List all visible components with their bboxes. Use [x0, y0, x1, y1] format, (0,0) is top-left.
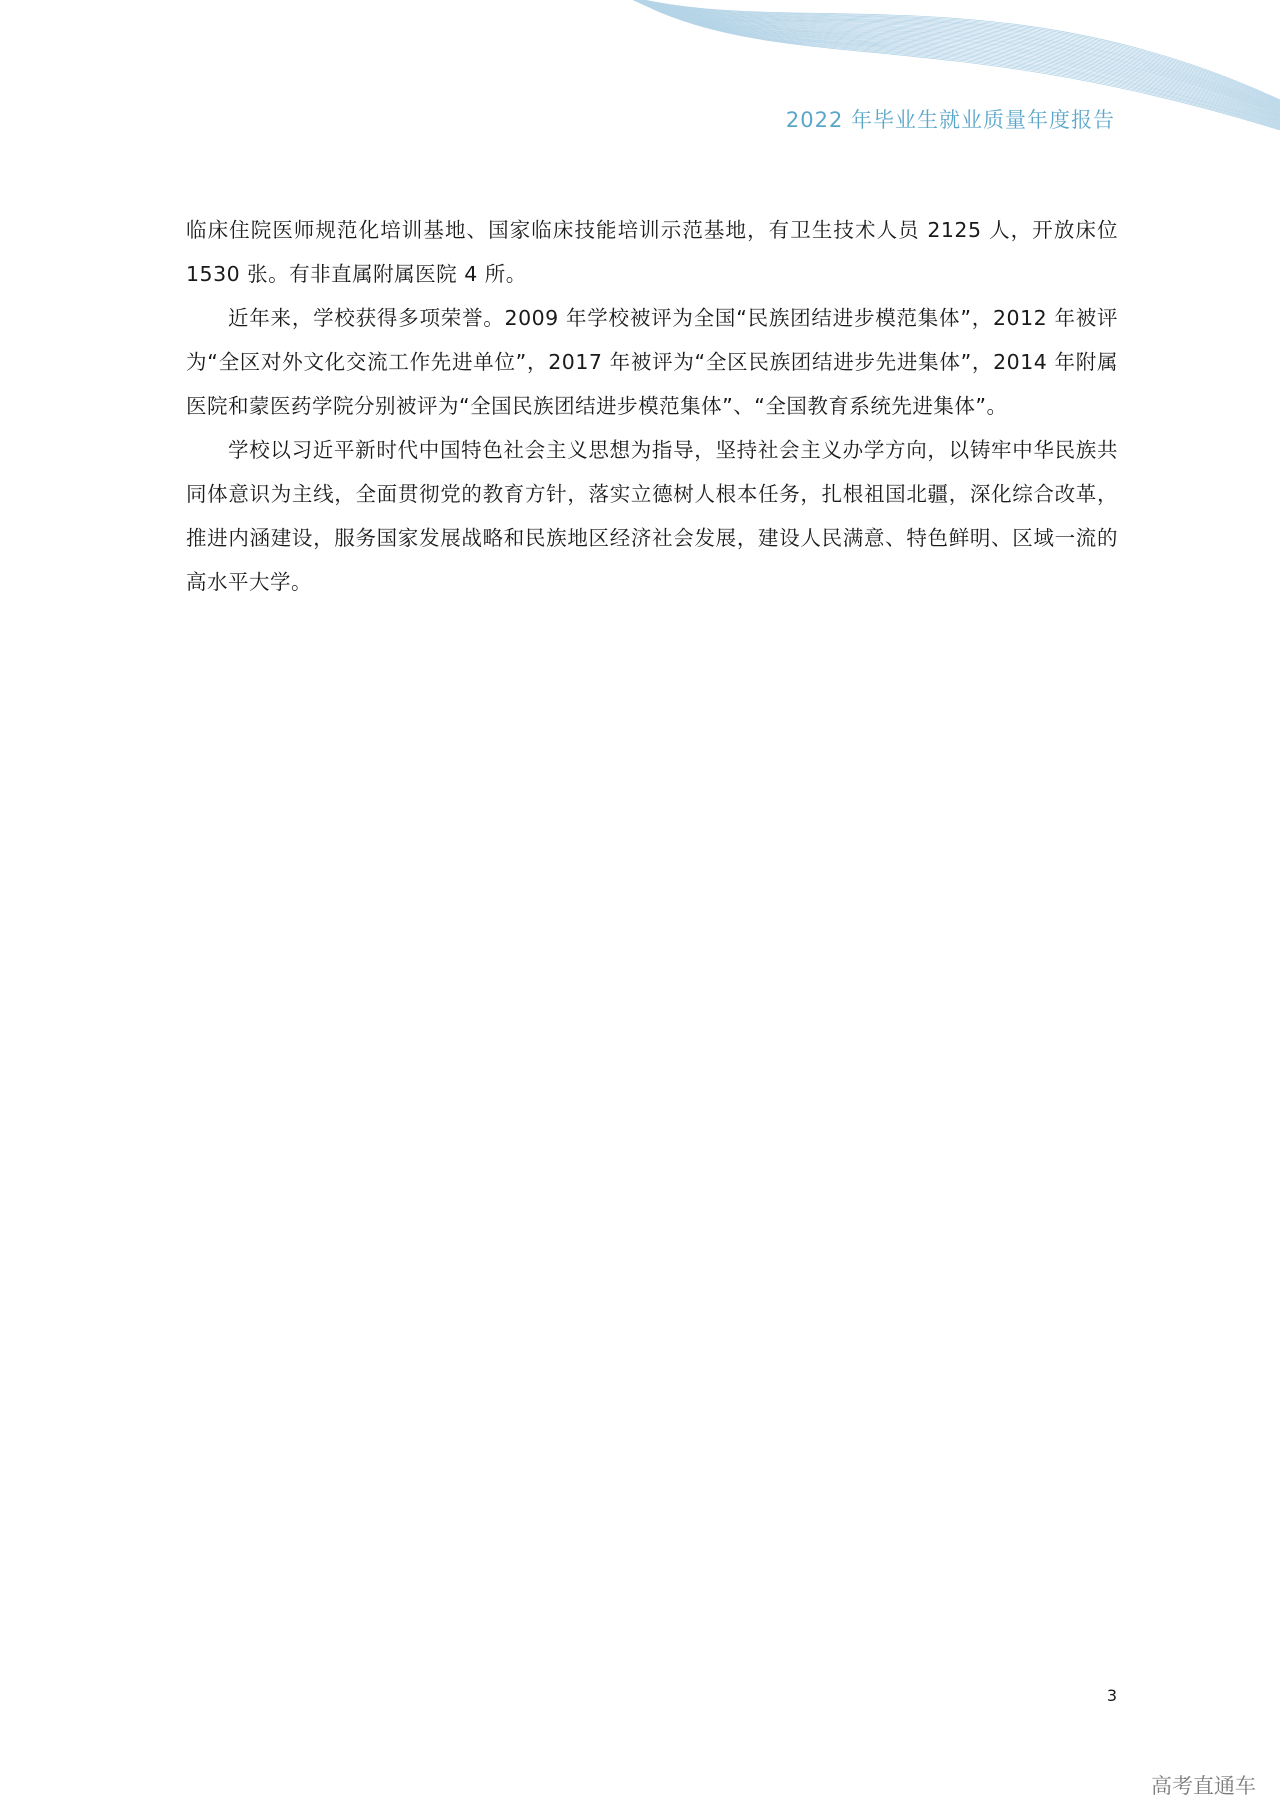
report-header-title: 2022 年毕业生就业质量年度报告 [785, 108, 1115, 132]
page-number: 3 [1106, 1686, 1118, 1705]
paragraph-continued: 临床住院医师规范化培训基地、国家临床技能培训示范基地，有卫生技术人员 2125 人，开放床位 1530 张。有非直属附属医院 4 所。 [186, 218, 1118, 286]
paragraph-mission: 学校以习近平新时代中国特色社会主义思想为指导，坚持社会主义办学方向，以铸牢中华民族共同体意识为主线，全面贯彻党的教育方针，落实立德树人根本任务，扎根祖国北疆，深化综合改革，推进内涵建设，服务国家发展战略和民族地区经济社会发展，建设人民满意、特色鲜明、区域一流的高水平大学。 [186, 438, 1118, 594]
watermark-text: 高考直通车 [1151, 1774, 1256, 1798]
document-body [186, 208, 1118, 604]
paragraph-honors: 近年来，学校获得多项荣誉。2009 年学校被评为全国“民族团结进步模范集体”，2012 年被评为“全区对外文化交流工作先进单位”，2017 年被评为“全区民族团结进步先进集体”，2014 年附属医院和蒙医药学院分别被评为“全国民族团结进步模范集体”、“全国教育系统先进集体”。 [186, 306, 1118, 418]
